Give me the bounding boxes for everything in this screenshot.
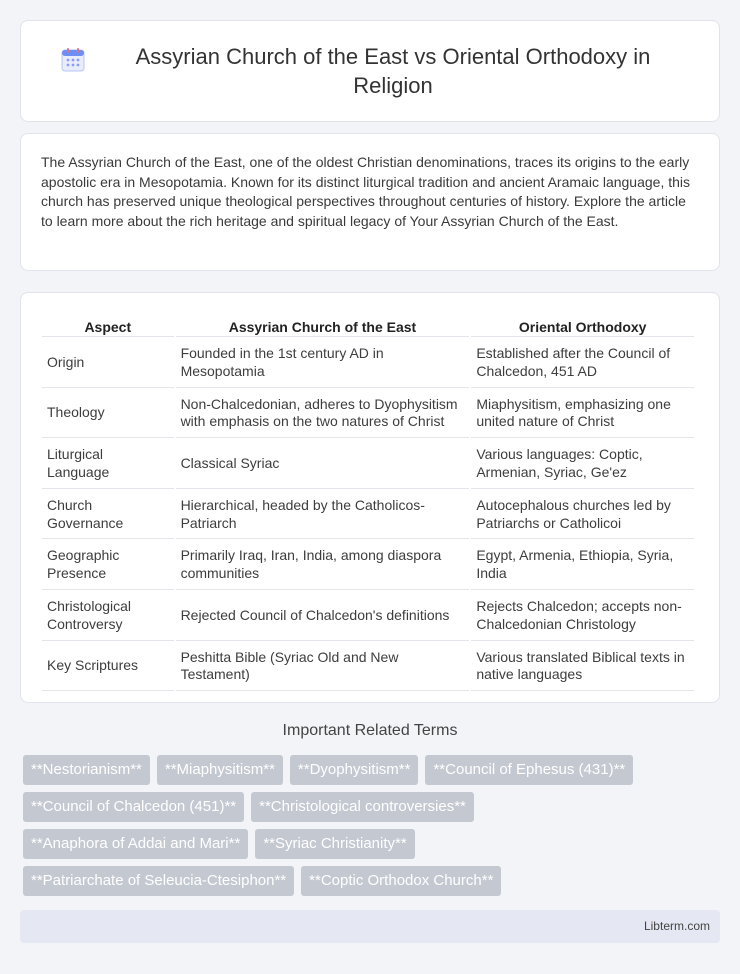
tag-syriac-christianity[interactable]: **Syriac Christianity**: [255, 829, 414, 859]
related-terms-list: [23, 755, 723, 903]
cell-aspect: Theology: [42, 390, 174, 439]
cell-assyrian: Primarily Iraq, Iran, India, among diaspora communities: [176, 541, 470, 590]
cell-oriental: Various languages: Coptic, Armenian, Syriac, Ge'ez: [471, 440, 694, 489]
table-row: [42, 440, 694, 489]
cell-oriental: Miaphysitism, emphasizing one united nature of Christ: [471, 390, 694, 439]
header-aspect: Aspect: [42, 315, 174, 337]
tag-row: [23, 829, 723, 859]
tag-anaphora-of-addai-and-mari[interactable]: **Anaphora of Addai and Mari**: [23, 829, 248, 859]
cell-oriental: Egypt, Armenia, Ethiopia, Syria, India: [471, 541, 694, 590]
cell-oriental: Various translated Biblical texts in native languages: [471, 643, 694, 692]
table-header-row: [42, 315, 694, 337]
title-card: [20, 20, 720, 122]
cell-oriental: Autocephalous churches led by Patriarchs or Catholicoi: [471, 491, 694, 540]
tag-dyophysitism[interactable]: **Dyophysitism**: [290, 755, 419, 785]
tag-row: [23, 792, 723, 822]
cell-aspect: Liturgical Language: [42, 440, 174, 489]
table-row: [42, 592, 694, 641]
tag-miaphysitism[interactable]: **Miaphysitism**: [157, 755, 283, 785]
comparison-table: [40, 313, 696, 693]
cell-assyrian: Non-Chalcedonian, adheres to Dyophysitism with emphasis on the two natures of Christ: [176, 390, 470, 439]
related-terms-heading: Important Related Terms: [282, 722, 458, 739]
tag-coptic-orthodox-church[interactable]: **Coptic Orthodox Church**: [301, 866, 501, 896]
intro-card: [20, 133, 720, 271]
cell-aspect: Christological Controversy: [42, 592, 174, 641]
footer: [20, 910, 720, 943]
cell-assyrian: Rejected Council of Chalcedon's definitions: [176, 592, 470, 641]
cell-assyrian: Classical Syriac: [176, 440, 470, 489]
title-wrap: [60, 42, 680, 100]
tag-row: [23, 755, 723, 785]
tag-council-of-chalcedon[interactable]: **Council of Chalcedon (451)**: [23, 792, 244, 822]
tag-row: [23, 866, 723, 896]
cell-oriental: Established after the Council of Chalcedon, 451 AD: [471, 339, 694, 388]
table-row: [42, 643, 694, 692]
cell-aspect: Key Scriptures: [42, 643, 174, 692]
tag-council-of-ephesus[interactable]: **Council of Ephesus (431)**: [425, 755, 633, 785]
tag-christological-controversies[interactable]: **Christological controversies**: [251, 792, 474, 822]
tag-patriarchate-of-seleucia-ctesiphon[interactable]: **Patriarchate of Seleucia-Ctesiphon**: [23, 866, 294, 896]
header-assyrian: Assyrian Church of the East: [176, 315, 470, 337]
page-title: Assyrian Church of the East vs Oriental Orthodoxy in Religion: [135, 44, 651, 98]
tag-nestorianism[interactable]: **Nestorianism**: [23, 755, 150, 785]
cell-assyrian: Hierarchical, headed by the Catholicos-Patriarch: [176, 491, 470, 540]
table-row: [42, 541, 694, 590]
calendar-icon: [60, 47, 86, 73]
header-oriental: Oriental Orthodoxy: [471, 315, 694, 337]
cell-aspect: Geographic Presence: [42, 541, 174, 590]
cell-aspect: Origin: [42, 339, 174, 388]
comparison-card: [20, 292, 720, 703]
table-row: [42, 491, 694, 540]
cell-assyrian: Founded in the 1st century AD in Mesopotamia: [176, 339, 470, 388]
cell-aspect: Church Governance: [42, 491, 174, 540]
table-row: [42, 339, 694, 388]
footer-brand-link[interactable]: Libterm.com: [643, 919, 710, 933]
cell-assyrian: Peshitta Bible (Syriac Old and New Testament): [176, 643, 470, 692]
cell-oriental: Rejects Chalcedon; accepts non-Chalcedonian Christology: [471, 592, 694, 641]
table-row: [42, 390, 694, 439]
intro-paragraph: The Assyrian Church of the East, one of the oldest Christian denominations, traces its origins to the early apostolic era in Mesopotamia. Known for its distinct liturgical tradition and ancient Aramaic language, this church has preserved unique theological perspectives throughout centuries of history. Explore the article to learn more about the rich heritage and spiritual legacy of Your Assyrian Church of the East.: [41, 154, 691, 229]
